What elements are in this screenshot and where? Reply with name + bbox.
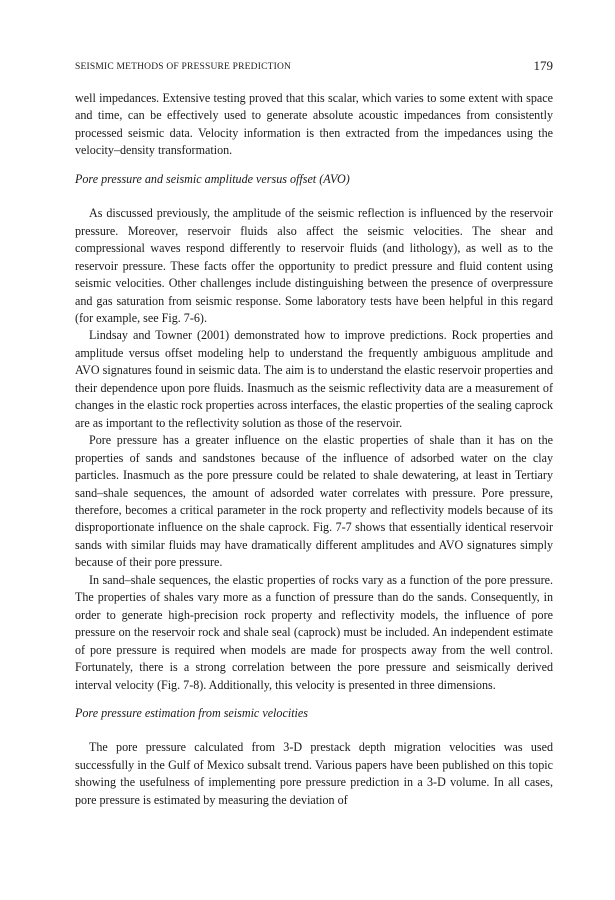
paragraph-continued: well impedances. Extensive testing proved that this scalar, which varies to some extent with space and time, can be effectively used to generate absolute acoustic impedances from consistently processed seismic data. Velocity information is then extracted from the impedances using the velocity–density transformation. — [75, 91, 553, 158]
paragraph-shale-influence: Pore pressure has a greater influence on the elastic properties of shale than it has on the properties of sands and sandstones because of the influence of adsorbed water on the clay particles. Inasmuch as the pore pressure could be related to shale dewatering, at least in Tertiary sand–shale sequences, the amount of adsorded water correlates with pressure. Pore pressure, therefore, becomes a critical parameter in the rock property and reflectivity models because of its disproportionate influence on the shale caprock. Fig. 7-7 shows that essentially identical reservoir sands with similar fluids may have dramatically different amplitudes and AVO signatures simply because of their pore pressure. — [75, 433, 553, 570]
paragraph-lindsay-towner: Lindsay and Towner (2001) demonstrated how to improve predictions. Rock properties and amplitude versus offset modeling help to understand the frequently ambiguous amplitude and AVO signatures found in seismic data. The aim is to understand the elastic reservoir properties and their dependence upon pore fluids. Inasmuch as the seismic reflectivity data are a measurement of changes in the elastic rock properties across interfaces, the elastic properties of the sealing caprock are as important to the reflectivity solution as those of the reservoir. — [75, 328, 553, 430]
page-number: 179 — [533, 58, 553, 73]
paragraph-avo-intro: As discussed previously, the amplitude of the seismic reflection is influenced by the reservoir pressure. Moreover, reservoir fluids also affect the seismic velocities. The shear and compressional waves respond differently to reservoir fluids (and lithology), as well as to the reservoir pressure. These facts offer the opportunity to predict pressure and fluid content using seismic velocities. Other challenges include distinguishing between the presence of overpressure and gas saturation from seismic response. Some laboratory tests have been helpful in this regard (for example, see Fig. 7-6). — [75, 206, 553, 325]
running-head: SEISMIC METHODS OF PRESSURE PREDICTION — [75, 62, 292, 72]
paragraph-prestack-velocities: The pore pressure calculated from 3-D prestack depth migration velocities was used successfully in the Gulf of Mexico subsalt trend. Various papers have been published on this topic showing the usefulness of implementing pore pressure prediction in a 3-D volume. In all cases, pore pressure is estimated by measuring the deviation of — [75, 740, 553, 807]
page-body — [75, 90, 553, 809]
section-heading-avo: Pore pressure and seismic amplitude versus offset (AVO) — [75, 171, 350, 186]
section-heading-velocities: Pore pressure estimation from seismic velocities — [75, 705, 308, 720]
paragraph-sand-shale: In sand–shale sequences, the elastic properties of rocks vary as a function of the pore pressure. The properties of shales vary more as a function of pressure than do the sands. Consequently, in order to generate high-precision rock property and reflectivity models, the influence of pore pressure on the reservoir rock and shale seal (caprock) must be included. An independent estimate of pore pressure is required when models are made for prospects away from the well control. Fortunately, there is a strong correlation between the pore pressure and seismically derived interval velocity (Fig. 7-8). Additionally, this velocity is presented in three dimensions. — [75, 572, 553, 692]
